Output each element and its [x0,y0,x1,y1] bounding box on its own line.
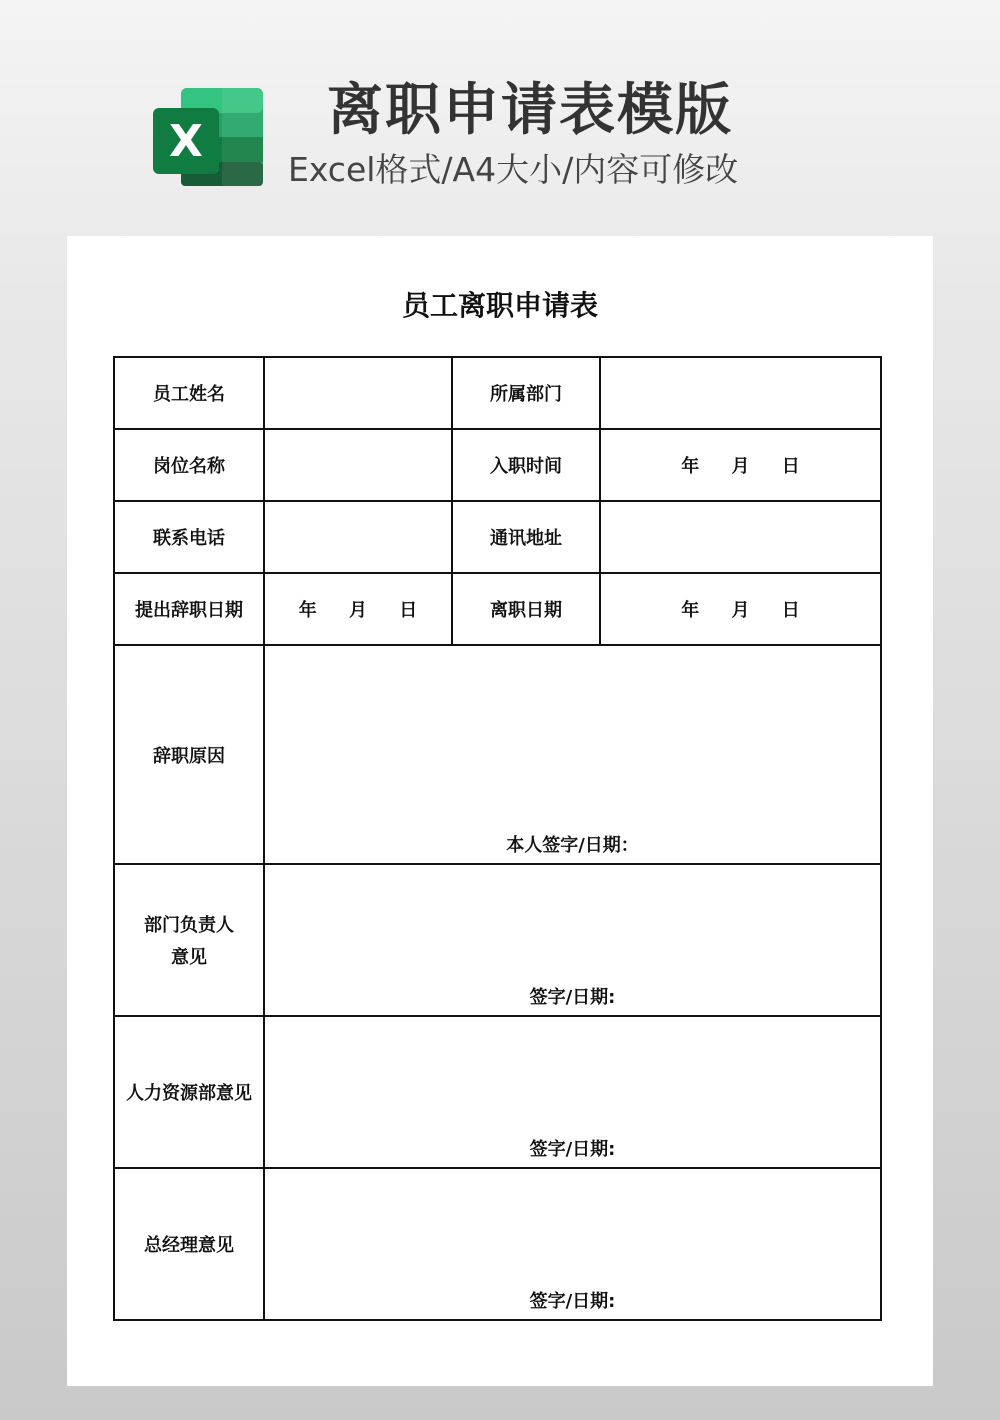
signature-label: 签字/日期: [529,987,616,1008]
year-label: 年 [681,456,700,477]
svg-text:X: X [169,116,203,167]
resignation-submit-date-field[interactable] [264,573,452,645]
year-label: 年 [681,600,700,621]
label-hr-opinion: 人力资源部意见 [114,1016,264,1168]
signature-label: 签字/日期: [529,1291,616,1312]
phone-field[interactable] [264,501,452,573]
label-position: 岗位名称 [114,429,264,501]
address-field[interactable] [600,501,881,573]
month-label: 月 [731,600,750,621]
banner-title: 离职申请表模版 [327,78,733,143]
label-employee-name: 员工姓名 [114,357,264,429]
gm-opinion-field[interactable] [264,1168,881,1320]
table-row [114,429,881,501]
label-dept-head-opinion [114,864,264,1016]
department-field[interactable] [600,357,881,429]
month-label: 月 [349,600,367,621]
hire-date-field[interactable] [600,429,881,501]
label-address: 通讯地址 [452,501,600,573]
table-row [114,573,881,645]
label-line: 部门负责人 [144,915,234,936]
month-label: 月 [731,456,750,477]
table-row [114,1168,881,1320]
signature-label: 本人签字/日期： [506,835,639,856]
label-phone: 联系电话 [114,501,264,573]
day-label: 日 [399,600,418,621]
leave-date-field[interactable] [600,573,881,645]
table-row [114,357,881,429]
dept-head-opinion-field[interactable] [264,864,881,1016]
label-hire-date: 入职时间 [452,429,600,501]
excel-logo-icon [153,86,265,188]
label-resignation-reason: 辞职原因 [114,645,264,864]
label-gm-opinion: 总经理意见 [114,1168,264,1320]
form-title: 员工离职申请表 [401,289,598,322]
employee-name-field[interactable] [264,357,452,429]
day-label: 日 [781,456,800,477]
label-department: 所属部门 [452,357,600,429]
label-line: 意见 [171,947,207,968]
table-row [114,645,881,864]
label-leave-date: 离职日期 [452,573,600,645]
position-field[interactable] [264,429,452,501]
table-row [114,501,881,573]
year-label: 年 [298,600,317,621]
hr-opinion-field[interactable] [264,1016,881,1168]
banner-subtitle: Excel格式/A4大小/内容可修改 [288,150,739,189]
day-label: 日 [781,600,800,621]
table-row [114,864,881,1016]
label-resignation-submit-date: 提出辞职日期 [114,573,264,645]
signature-label: 签字/日期: [529,1139,616,1160]
resignation-reason-field[interactable] [264,645,881,864]
table-row [114,1016,881,1168]
resignation-form-table [113,356,882,1321]
